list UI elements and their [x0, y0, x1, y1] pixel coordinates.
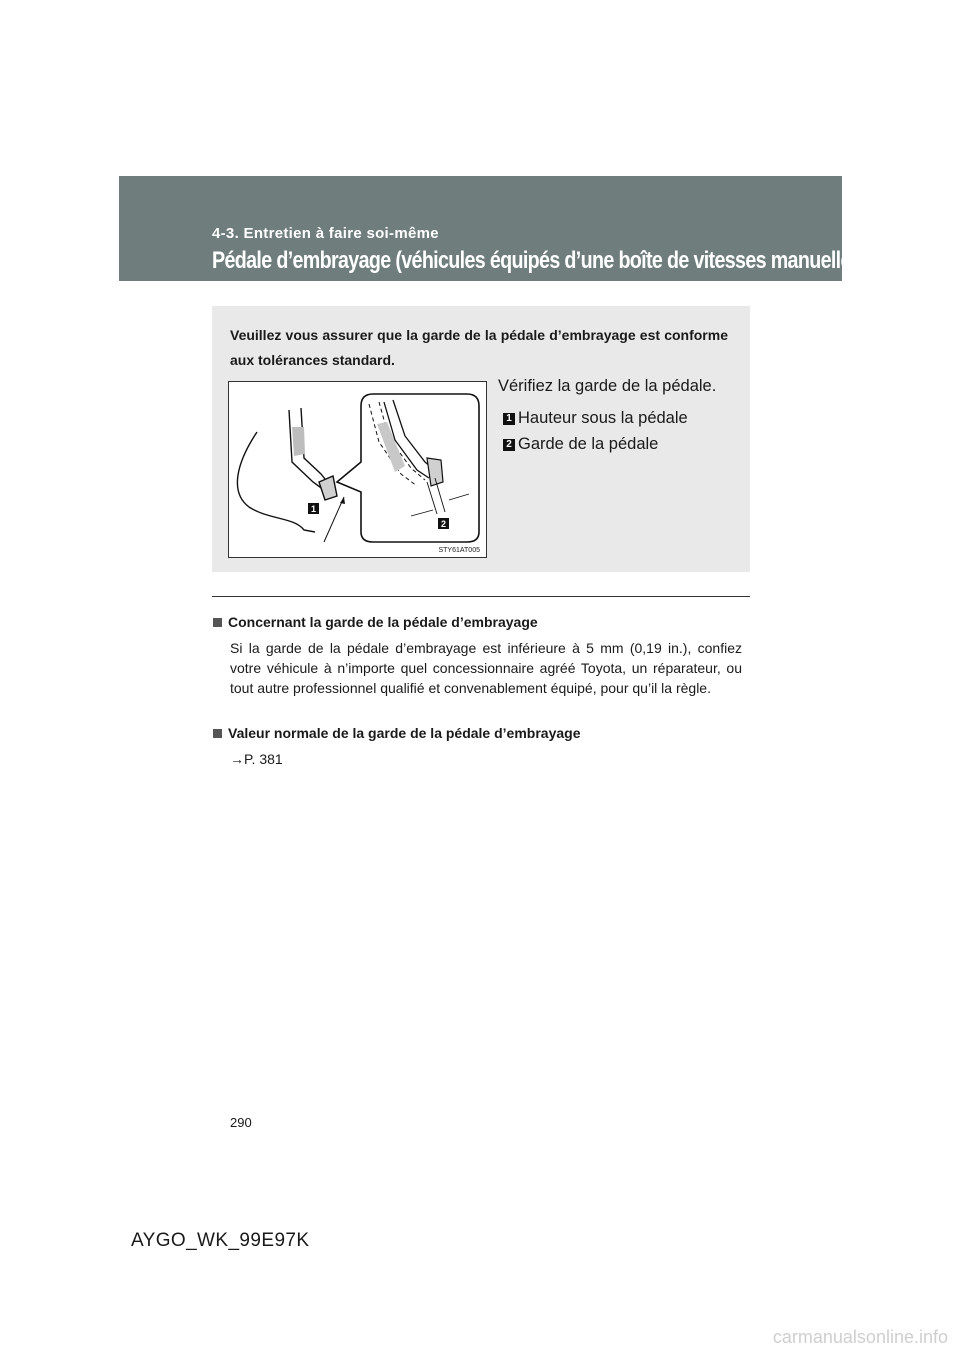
document-code: AYGO_WK_99E97K	[131, 1230, 310, 1251]
bullet-square-icon	[213, 729, 222, 738]
legend-item-1	[503, 409, 688, 428]
bullet-square-icon	[213, 618, 222, 627]
legend-label: Hauteur sous la pédale	[518, 409, 688, 427]
svg-text:2: 2	[440, 519, 447, 529]
page-number: 290	[230, 1115, 252, 1130]
page-reference-link[interactable]: →P. 381	[230, 751, 283, 767]
note-heading-2	[213, 725, 580, 741]
legend-item-2	[503, 435, 658, 454]
clutch-pedal-figure	[228, 381, 487, 558]
intro-text: Veuillez vous assurer que la garde de la pédale d’embrayage est conforme aux tolérances standard.	[230, 327, 728, 368]
page-title: Pédale d’embrayage (véhicules équipés d’une boîte de vitesses manuelle)	[212, 247, 857, 274]
legend-label: Garde de la pédale	[518, 435, 659, 453]
note-heading-1	[213, 614, 538, 630]
svg-text:1: 1	[310, 504, 317, 514]
number-badge: 2	[503, 439, 515, 451]
number-badge: 1	[503, 413, 515, 425]
watermark: carmanualsonline.info	[772, 1327, 948, 1347]
clutch-pedal-illustration	[229, 382, 486, 557]
note-heading-text: Concernant la garde de la pédale d’embrayage	[228, 614, 538, 630]
note-body-1: Si la garde de la pédale d’embrayage est inférieure à 5 mm (0,19 in.), confiez votre véhicule à n’importe quel concessionnaire agréé Toyota, un réparateur, ou tout autre professionnel qualifié et convenablement équipé, pour qu’il la règle.	[230, 640, 742, 696]
divider	[212, 596, 750, 597]
figure-code: STY61AT005	[438, 547, 480, 554]
section-label: 4-3. Entretien à faire soi-même	[212, 225, 439, 242]
note-heading-text: Valeur normale de la garde de la pédale d’embrayage	[228, 725, 581, 741]
instruction-text: Vérifiez la garde de la pédale.	[498, 377, 717, 395]
